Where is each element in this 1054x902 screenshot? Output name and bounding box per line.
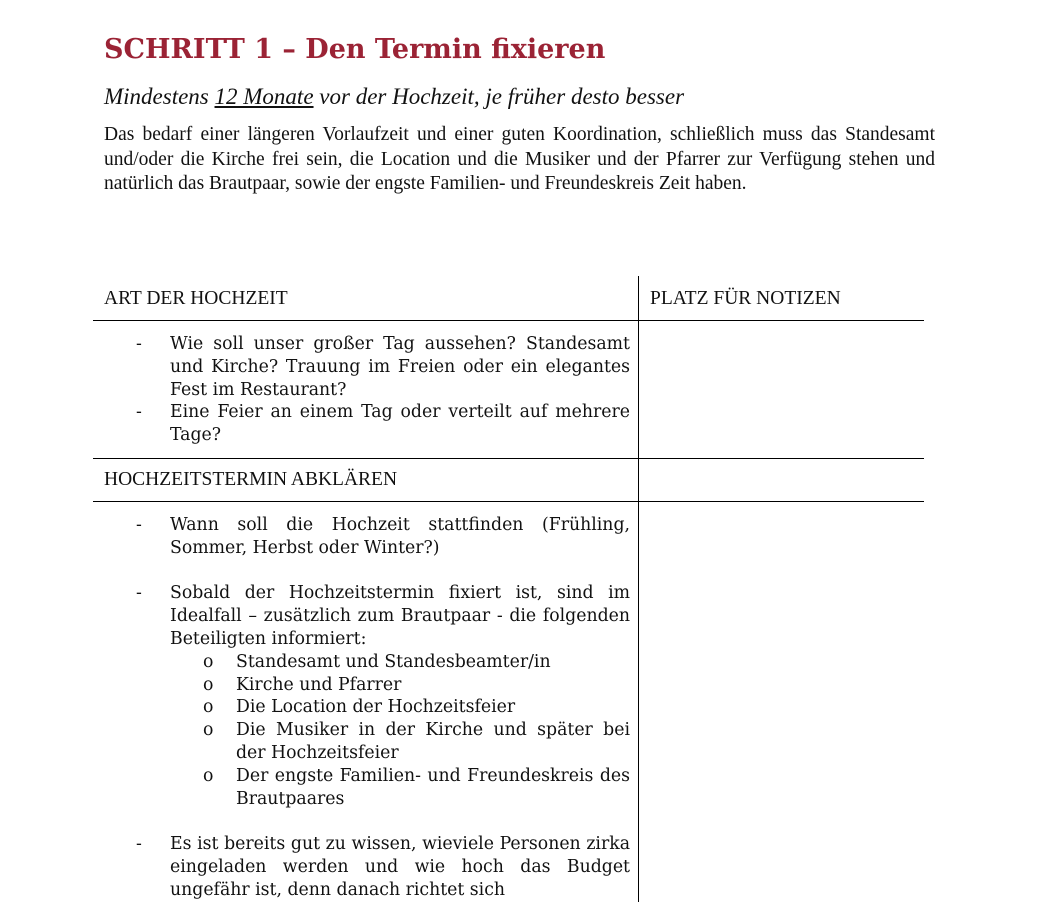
list-dash: -: [136, 834, 142, 855]
list-item: [104, 514, 630, 560]
section-2-list: [104, 514, 630, 902]
list-dash: -: [136, 334, 142, 354]
list-item: [104, 582, 630, 650]
sub-list-bullet: o: [203, 651, 214, 672]
sub-list-item-text: Die Musiker in der Kirche und später bei der Hochzeitsfeier: [236, 720, 630, 763]
sub-list-item: [104, 651, 630, 674]
sub-list-bullet: o: [203, 697, 214, 718]
list-item-text: Es ist bereits gut zu wissen, wieviele Personen zirka eingeladen werden und wie hoch das Budget ungefähr ist, denn danach richtet sich: [170, 834, 630, 900]
sub-list-item: [104, 674, 630, 697]
table-row-divider: [93, 458, 924, 459]
list-dash: -: [136, 402, 142, 423]
list-item: [104, 401, 630, 447]
section-2-header: HOCHZEITSTERMIN ABKLÄREN: [104, 469, 398, 490]
sub-list-item-text: Der engste Familien- und Freundeskreis des Brautpaares: [236, 765, 630, 809]
subtitle-underlined: 12 Monate: [214, 84, 314, 109]
sub-list-item-text: Standesamt und Standesbeamter/in: [236, 651, 551, 672]
table-column-divider: [638, 276, 639, 902]
subtitle: [104, 83, 684, 111]
intro-paragraph: Das bedarf einer längeren Vorlaufzeit und einer guten Koordination, schließlich muss das Standesamt und/oder die Kirche frei sein, die Location und die Musiker und der Pfarrer zur Verfügung stehen und natürlich das Brautpaar, sowie der engste Familien- und Freundeskreis Zeit haben.: [104, 124, 935, 194]
list-item: [104, 833, 630, 901]
subtitle-after: vor der Hochzeit, je früher desto besser: [313, 84, 685, 109]
sub-list: [104, 651, 630, 811]
sub-list-item: [104, 719, 630, 765]
sub-list-bullet: o: [203, 720, 214, 741]
page-title: SCHRITT 1 – Den Termin fixieren: [104, 34, 606, 65]
list-item-text: Eine Feier an einem Tag oder verteilt auf mehrere Tage?: [170, 402, 630, 446]
section-1-list: [104, 333, 630, 447]
sub-list-item-text: Die Location der Hochzeitsfeier: [236, 697, 516, 718]
list-item-text: Wann soll die Hochzeit stattfinden (Frühling, Sommer, Herbst oder Winter?): [170, 515, 630, 558]
sub-list-item: [104, 765, 630, 811]
sub-list-bullet: o: [203, 765, 214, 786]
sub-list-bullet: o: [203, 674, 214, 695]
list-dash: -: [136, 515, 142, 535]
list-item: [104, 333, 630, 401]
list-dash: -: [136, 583, 142, 604]
table-row-divider: [93, 501, 924, 502]
table-row-divider: [93, 320, 924, 321]
table-header-art-der-hochzeit: ART DER HOCHZEIT: [104, 288, 288, 309]
sub-list-item-text: Kirche und Pfarrer: [236, 674, 402, 695]
list-item-text: Sobald der Hochzeitstermin fixiert ist, sind im Idealfall – zusätzlich zum Brautpaar - die folgenden Beteiligten informiert:: [170, 583, 630, 649]
sub-list-item: [104, 696, 630, 719]
table-header-notes: PLATZ FÜR NOTIZEN: [650, 288, 841, 309]
subtitle-before: Mindestens: [104, 84, 215, 109]
list-item-text: Wie soll unser großer Tag aussehen? Standesamt und Kirche? Trauung im Freien oder ein elegantes Fest im Restaurant?: [170, 334, 630, 400]
